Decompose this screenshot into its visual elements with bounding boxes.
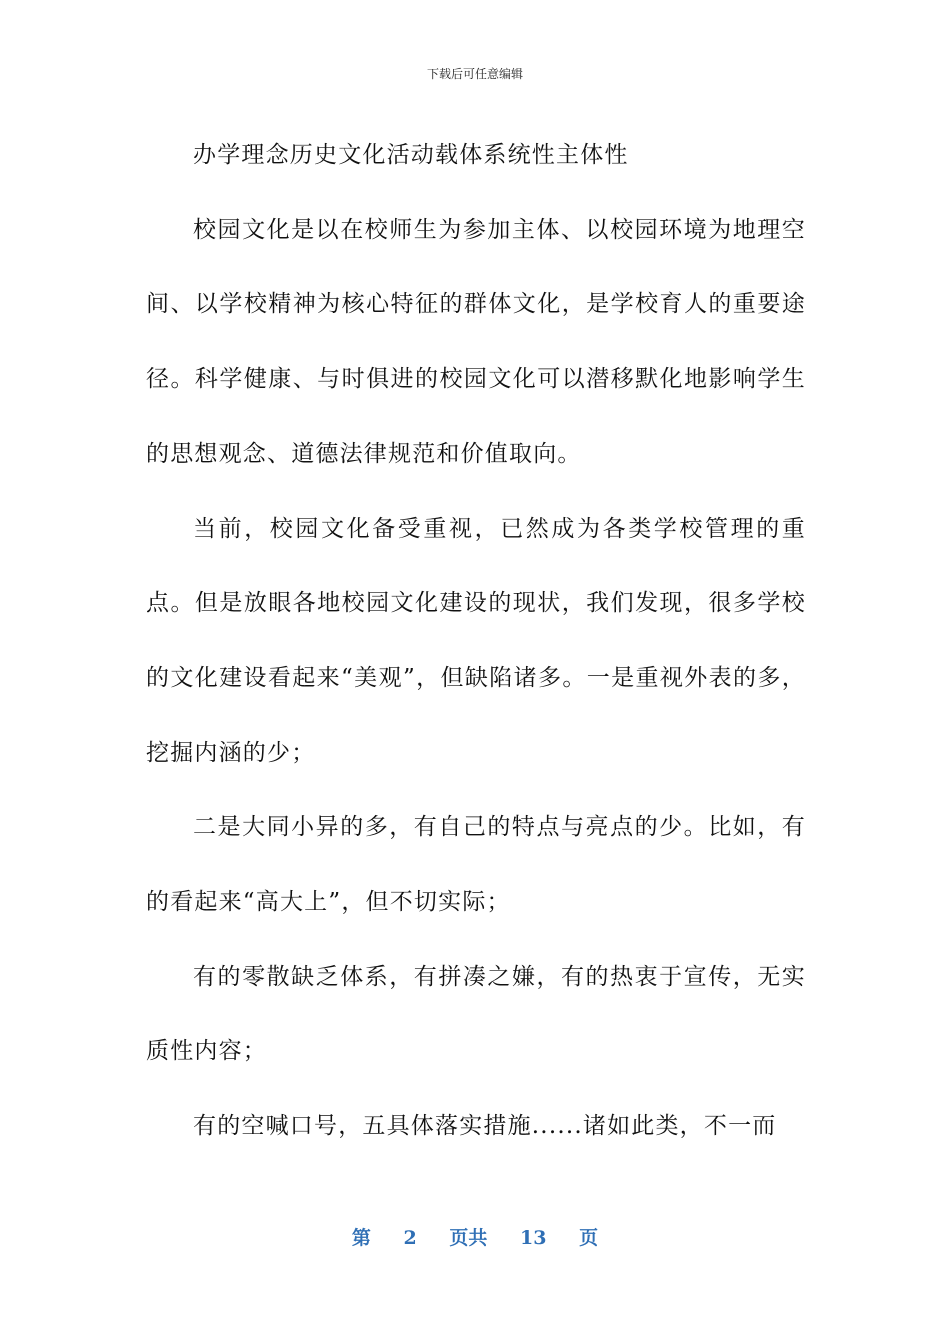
body-paragraph: 二是大同小异的多，有自己的特点与亮点的少。比如，有的看起来“高大上”，但不切实际； bbox=[146, 814, 806, 916]
footer-prefix: 第 bbox=[351, 1227, 371, 1249]
page-header bbox=[0, 66, 950, 82]
current-page-number: 2 bbox=[403, 1227, 417, 1249]
keywords-paragraph: 办学理念历史文化活动载体系统性主体性 bbox=[193, 142, 629, 168]
body-paragraph: 有的空喊口号，五具体落实措施......诸如此类，不一而 bbox=[193, 1113, 777, 1140]
body-paragraph: 当前，校园文化备受重视，已然成为各类学校管理的重点。但是放眼各地校园文化建设的现状，我们发现，很多学校的文化建设看起来“美观”，但缺陷诸多。一是重视外表的多，挖掘内涵的少； bbox=[146, 515, 806, 766]
header-note: 下载后可任意编辑 bbox=[426, 67, 523, 81]
body-paragraph: 有的零散缺乏体系，有拼凑之嫌，有的热衷于宣传，无实质性内容； bbox=[146, 963, 806, 1065]
body-paragraph: 校园文化是以在校师生为参加主体、以校园环境为地理空间、以学校精神为核心特征的群体文化，是学校育人的重要途径。科学健康、与时俱进的校园文化可以潜移默化地影响学生的思想观念、道德法律规范和价值取向。 bbox=[146, 216, 806, 467]
footer-suffix: 页 bbox=[579, 1227, 599, 1249]
page-footer bbox=[0, 1226, 950, 1250]
total-pages-number: 13 bbox=[520, 1227, 547, 1249]
document-body bbox=[146, 118, 806, 1164]
footer-middle: 页共 bbox=[449, 1227, 488, 1249]
